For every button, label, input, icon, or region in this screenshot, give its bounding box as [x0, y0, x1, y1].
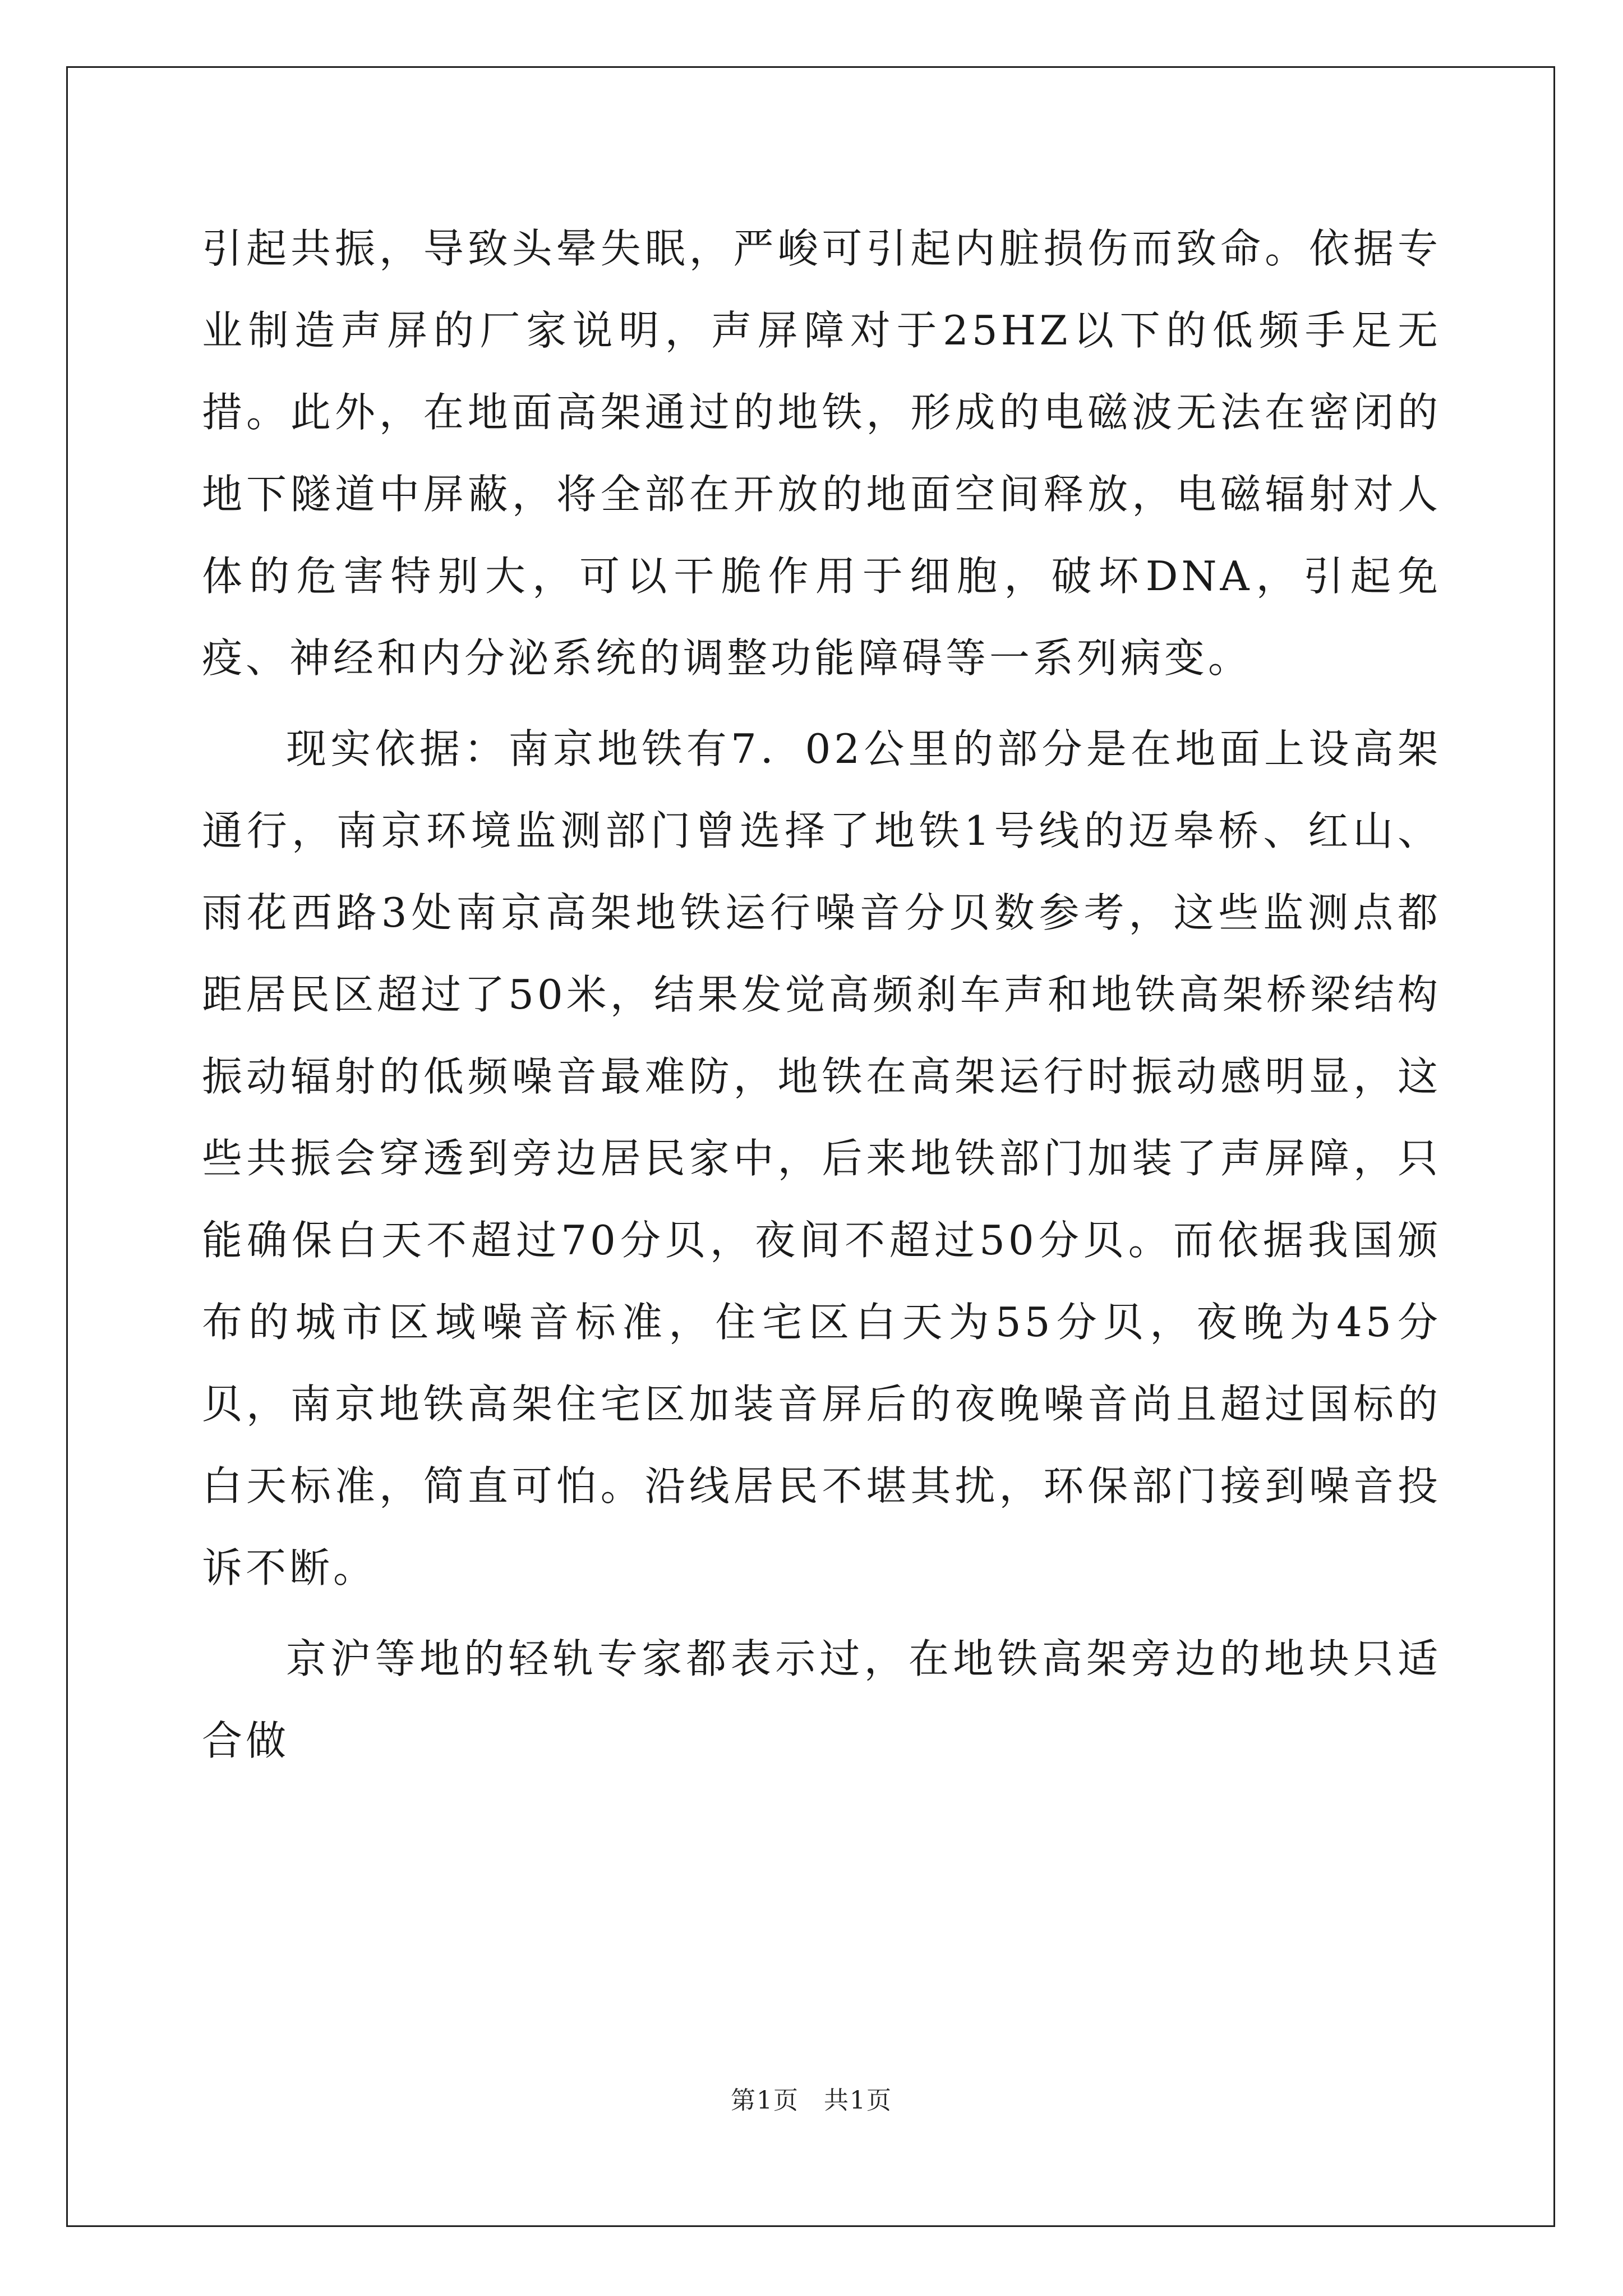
page-number: 第1页 — [731, 2086, 799, 2115]
paragraph: 京沪等地的轻轨专家都表示过，在地铁高架旁边的地块只适合做 — [202, 1635, 1441, 1764]
page-footer — [0, 2084, 1623, 2118]
page-total: 共1页 — [824, 2086, 892, 2115]
document-body — [202, 208, 1441, 1782]
paragraph: 现实依据：南京地铁有7．02公里的部分是在地面上设高架通行，南京环境监测部门曾选择了地铁1号线的迈皋桥、红山、雨花西路3处南京高架地铁运行噪音分贝数参考，这些监测点都距居民区超过了50米，结果发觉高频刹车声和地铁高架桥梁结构振动辐射的低频噪音最难防，地铁在高架运行时振动感明显，这些共振会穿透到旁边居民家中，后来地铁部门加装了声屏障，只能确保白天不超过70分贝，夜间不超过50分贝。而依据我国颁布的城市区域噪音标准，住宅区白天为55分贝，夜晚为45分贝，南京地铁高架住宅区加装音屏后的夜晚噪音尚且超过国标的白天标准，简直可怕。沿线居民不堪其扰，环保部门接到噪音投诉不断。 — [202, 725, 1441, 1591]
paragraph: 引起共振，导致头晕失眠，严峻可引起内脏损伤而致命。依据专业制造声屏的厂家说明，声屏障对于25HZ以下的低频手足无措。此外，在地面高架通过的地铁，形成的电磁波无法在密闭的地下隧道中屏蔽，将全部在开放的地面空间释放，电磁辐射对人体的危害特别大，可以干脆作用于细胞，破坏DNA，引起免疫、神经和内分泌系统的调整功能障碍等一系列病变。 — [202, 225, 1441, 682]
